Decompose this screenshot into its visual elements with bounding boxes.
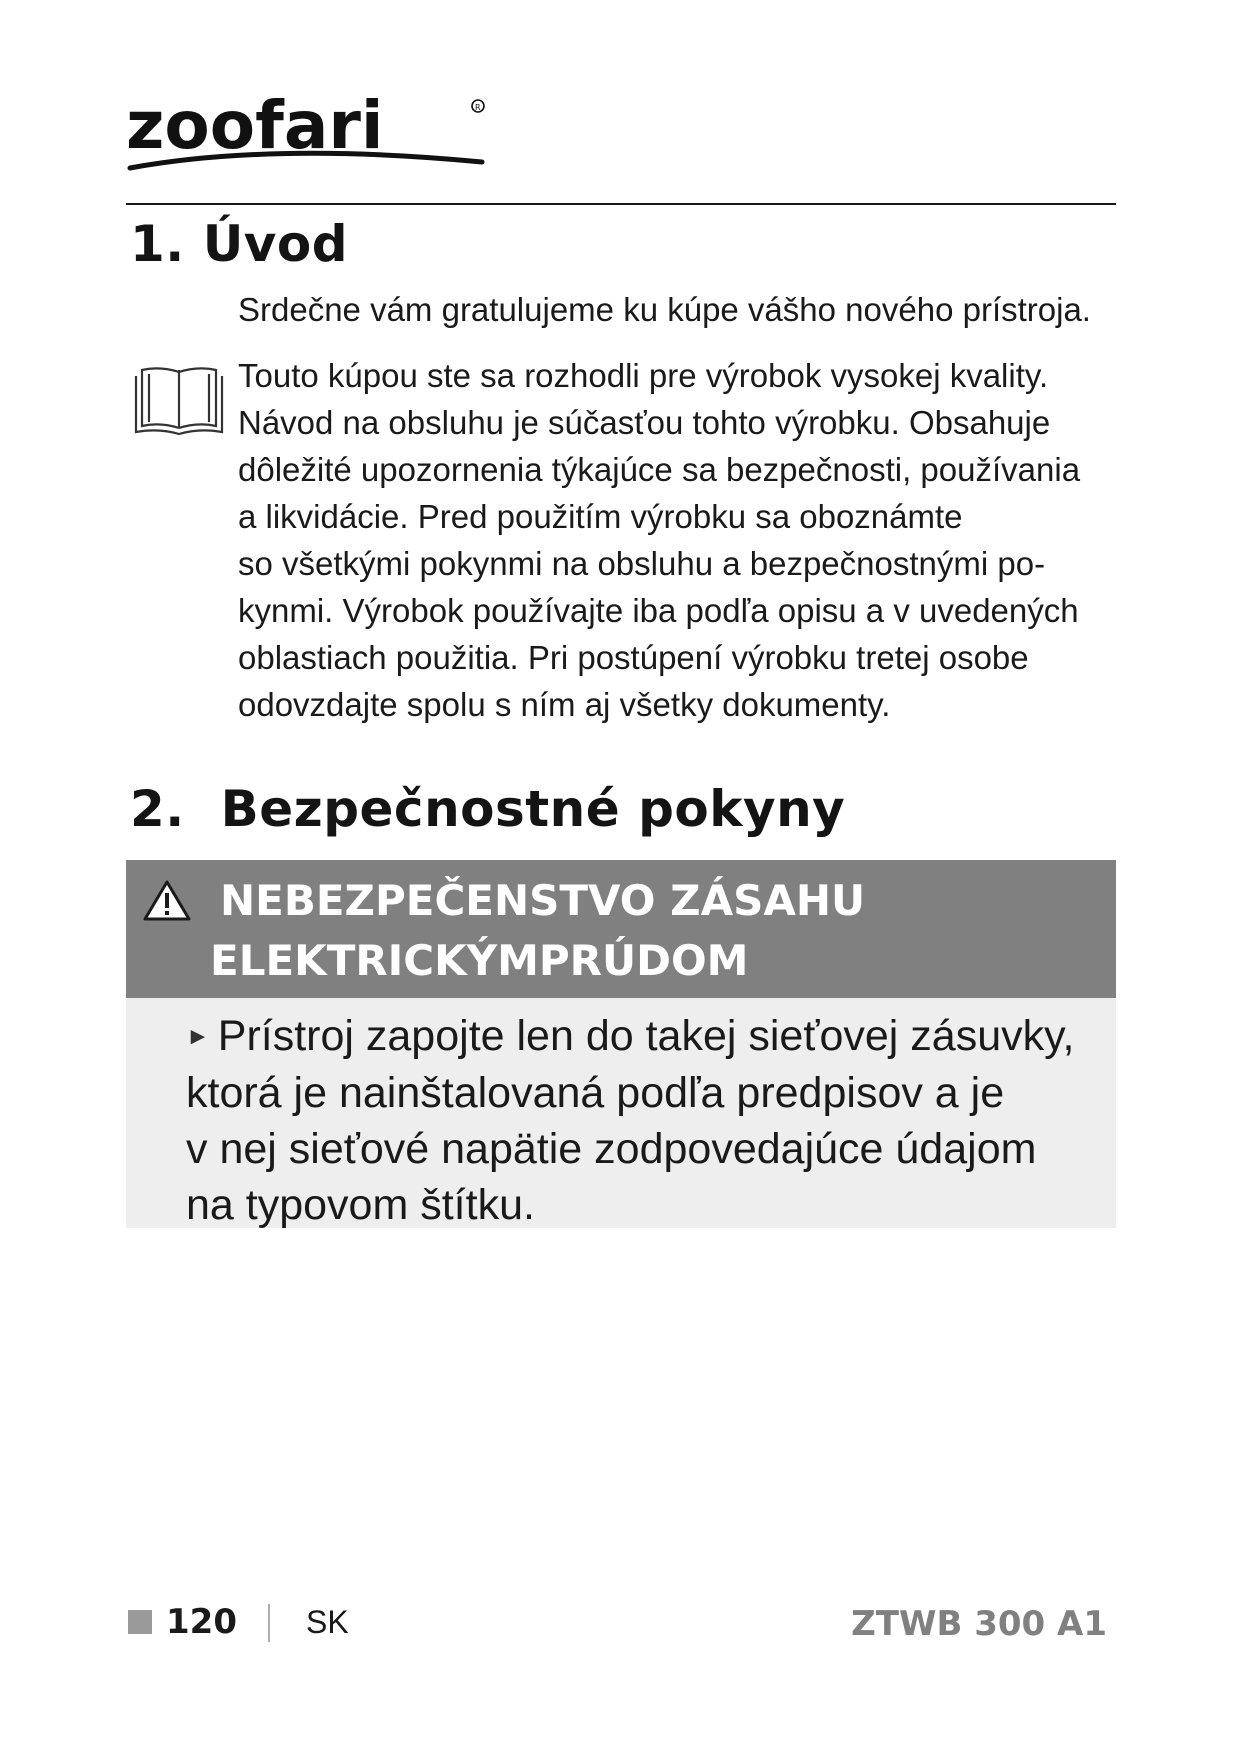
intro-body-line: Touto kúpou ste sa rozhodli pre výrobok vysokej kvality. [238,357,1049,394]
warning-triangle-icon [142,878,192,922]
warning-title-line: ELEKTRICKÝMPRÚDOM [210,936,749,985]
intro-body-line: kynmi. Výrobok používajte iba podľa opisu a v uvedených [238,592,1079,629]
warning-body [126,998,1116,1228]
warning-title-line: NEBEZPEČENSTVO ZÁSAHU [220,876,866,925]
warning-header [126,860,1116,998]
intro-body [238,352,1138,728]
warning-line [186,1008,1096,1065]
section-title-safety: 2. Bezpečnostné pokyny [130,780,846,838]
footer-divider [268,1604,270,1642]
book-icon [130,362,228,438]
page-number: 120 [166,1602,237,1642]
language-code: SK [306,1604,349,1640]
warning-line: v nej sieťové napätie zodpovedajúce údajom [186,1125,1037,1173]
svg-text:R: R [475,103,481,112]
intro-body-line: Návod na obsluhu je súčasťou tohto výrobku. Obsahuje [238,404,1051,441]
warning-line-text: Prístroj zapojte len do takej sieťovej zásuvky, [217,1012,1075,1060]
intro-body-line: dôležité upozornenia týkajúce sa bezpečnosti, používania [238,451,1081,488]
warning-line: ktorá je nainštalovaná podľa predpisov a je [186,1069,1005,1117]
intro-greeting: Srdečne vám gratulujeme ku kúpe vášho nového prístroja. [238,291,1091,328]
warning-line: na typovom štítku. [186,1181,535,1229]
zoofari-logo [122,88,492,180]
intro-body-line: a likvidácie. Pred použitím výrobku sa oboznámte [238,498,963,535]
intro-body-line: oblastiach použitia. Pri postúpení výrobku tretej osobe [238,639,1029,676]
warning-text [186,1008,1096,1233]
intro-body-line: so všetkými pokynmi na obsluhu a bezpečnostnými po- [238,545,1046,582]
svg-text:zoofari: zoofari [126,88,384,164]
footer-square-icon [128,1610,152,1634]
bullet-arrow-icon: ► [186,1023,210,1050]
section-title-intro: 1. Úvod [130,215,349,273]
intro-body-line: odovzdajte spolu s ním aj všetky dokumenty. [238,686,891,723]
header-rule [126,203,1116,205]
model-number: ZTWB 300 A1 [851,1604,1107,1644]
